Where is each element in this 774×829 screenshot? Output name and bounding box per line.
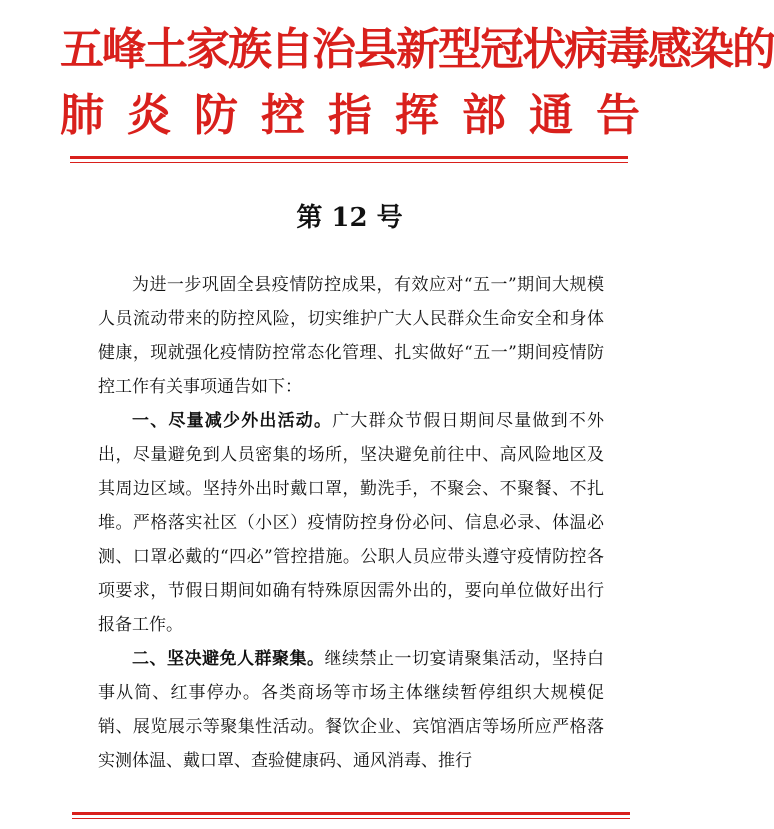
header-red-rule-thick — [70, 156, 628, 159]
document-number: 第 12 号 — [296, 203, 403, 233]
document-title-line-2: 肺炎防控指挥部通告 — [60, 90, 640, 141]
header-red-rule-thin — [70, 162, 628, 163]
section-1-heading: 一、尽量减少外出活动。 — [132, 411, 333, 431]
footer-red-rule-thick — [72, 812, 630, 815]
intro-paragraph: 为进一步巩固全县疫情防控成果，有效应对“五一”期间大规模人员流动带来的防控风险，切实维护广大人民群众生命安全和身体健康，现就强化疫情防控常态化管理、扎实做好“五一”期间疫情防控工作有关事项通告如下： — [98, 275, 604, 397]
document-body — [98, 268, 604, 778]
section-1-paragraph — [98, 404, 604, 642]
section-2-heading: 二、坚决避免人群聚集。 — [132, 649, 325, 669]
section-2-text: 继续禁止一切宴请聚集活动，坚持白事从简、红事停办。各类商场等市场主体继续暂停组织大规模促销、展览展示等聚集性活动。餐饮企业、宾馆酒店等场所应严格落实测体温、戴口罩、查验健康码、通风消毒、推行 — [98, 649, 604, 771]
document-title-line-1: 五峰土家族自治县新型冠状病毒感染的 — [60, 24, 774, 75]
footer-red-rule-thin — [72, 818, 630, 819]
section-2-paragraph — [98, 642, 604, 778]
section-1-text: 广大群众节假日期间尽量做到不外出，尽量避免到人员密集的场所，坚决避免前往中、高风险地区及其周边区域。坚持外出时戴口罩，勤洗手，不聚会、不聚餐、不扎堆。严格落实社区（小区）疫情防控身份必问、信息必录、体温必测、口罩必戴的“四必”管控措施。公职人员应带头遵守疫情防控各项要求，节假日期间如确有特殊原因需外出的，要向单位做好出行报备工作。 — [98, 411, 605, 635]
